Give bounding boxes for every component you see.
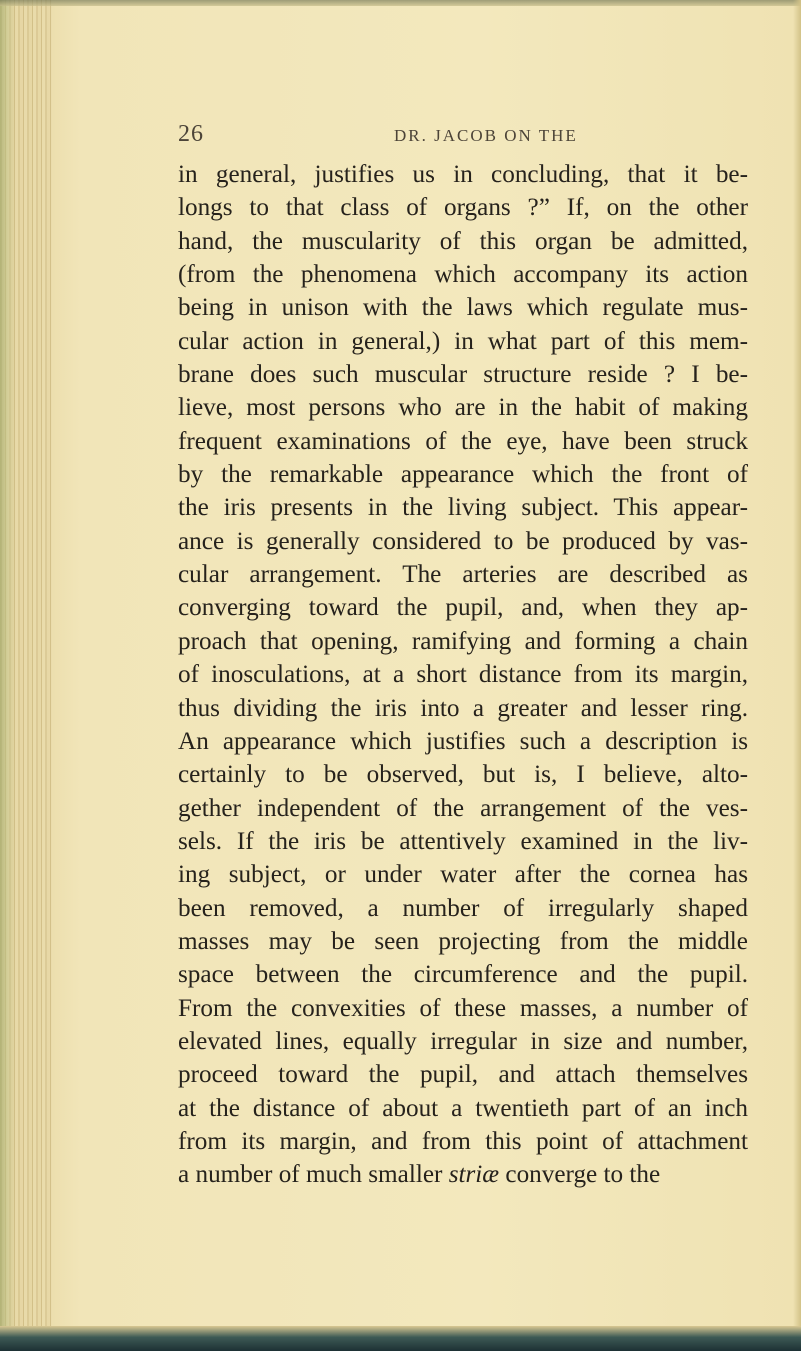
text-line: certainly to be observed, but is, I believe, alto-: [178, 761, 748, 789]
text-line: in general, justifies us in concluding, that it be-: [178, 161, 748, 188]
italic-term: striæ: [448, 1161, 500, 1189]
text-line: being in unison with the laws which regulate mus-: [178, 294, 748, 322]
body-text: [178, 158, 748, 1192]
running-head: DR. JACOB ON THE: [394, 126, 578, 145]
text-line: lieve, most persons who are in the habit of making: [178, 394, 748, 422]
page-header: [178, 121, 718, 151]
text-line: From the convexities of these masses, a number of: [178, 994, 748, 1022]
text-line: gether independent of the arrangement of the ves-: [178, 794, 748, 822]
text-line: proceed toward the pupil, and attach themselves: [178, 1061, 748, 1089]
spine-shadow: [0, 0, 16, 1351]
text-line: hand, the muscularity of this organ be admitted,: [178, 227, 748, 255]
text-line: converging toward the pupil, and, when they ap-: [178, 594, 748, 622]
text-line: thus dividing the iris into a greater and lesser ring.: [178, 694, 748, 722]
text-line: ing subject, or under water after the cornea has: [178, 861, 748, 889]
text-line: at the distance of about a twentieth part of an inch: [178, 1094, 748, 1122]
text-line: the iris presents in the living subject. This appear-: [178, 494, 748, 522]
text-line: elevated lines, equally irregular in size and number,: [178, 1027, 748, 1055]
text-line: ance is generally considered to be produced by vas-: [178, 527, 748, 555]
text-line: cular action in general,) in what part of this mem-: [178, 327, 748, 355]
page-number: 26: [178, 121, 204, 147]
text-line: been removed, a number of irregularly shaped: [178, 894, 748, 922]
text-line: by the remarkable appearance which the front of: [178, 461, 748, 489]
text-line: An appearance which justifies such a description is: [178, 727, 748, 755]
text-line-last: [178, 1158, 748, 1191]
text-line: space between the circumference and the pupil.: [178, 961, 748, 989]
text-line-last-post: converge to the: [499, 1161, 661, 1189]
text-line: (from the phenomena which accompany its action: [178, 261, 748, 289]
text-line: proach that opening, ramifying and forming a chain: [178, 627, 748, 655]
top-edge: [0, 0, 801, 6]
text-line: from its margin, and from this point of attachment: [178, 1127, 748, 1155]
text-line: frequent examinations of the eye, have been struck: [178, 427, 748, 455]
text-line: of inosculations, at a short distance from its margin,: [178, 661, 748, 689]
bottom-edge: [0, 1326, 801, 1351]
text-line: cular arrangement. The arteries are described as: [178, 561, 748, 589]
text-line: sels. If the iris be attentively examined in the liv-: [178, 827, 748, 855]
right-edge: [793, 0, 801, 1351]
text-line-last-pre: a number of much smaller: [178, 1161, 449, 1189]
text-line: masses may be seen projecting from the middle: [178, 927, 748, 955]
text-line: longs to that class of organs ?” If, on the other: [178, 194, 748, 222]
text-line: brane does such muscular structure reside ? I be-: [178, 361, 748, 389]
